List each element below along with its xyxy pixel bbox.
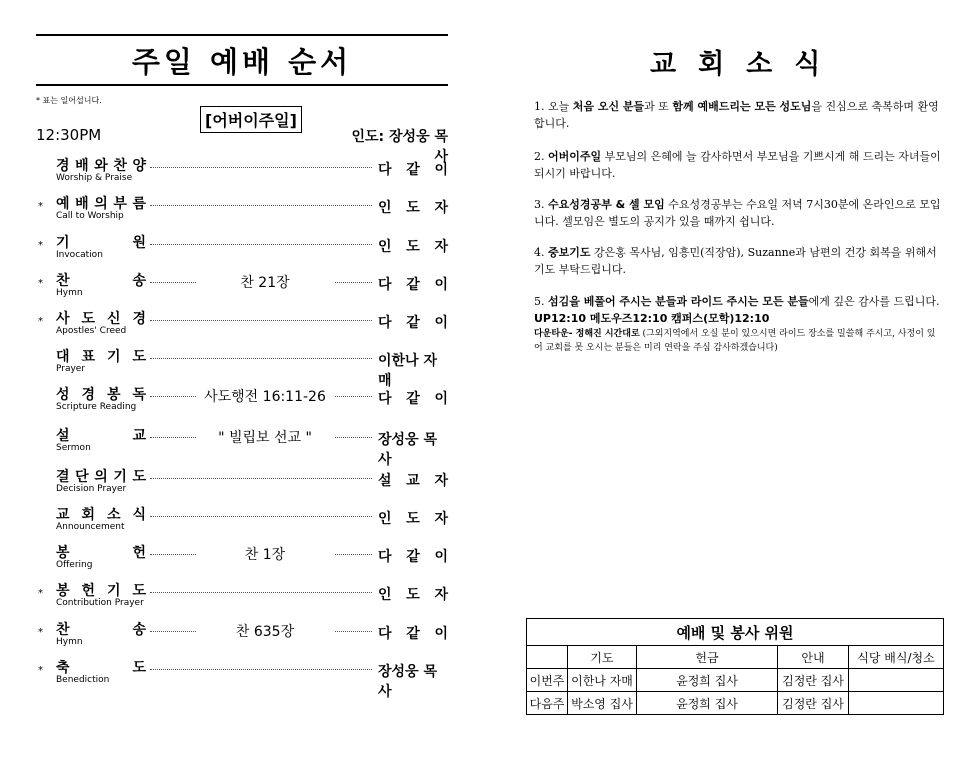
duty-cell: 윤정희 집사 (637, 692, 778, 715)
order-item-title: 기 원 (56, 235, 146, 251)
order-item-title: 축 도 (56, 660, 146, 676)
order-item-title: 예 배 의 부 름 (56, 196, 146, 212)
duty-header-row (527, 646, 944, 669)
order-item-english: Hymn (56, 637, 83, 647)
order-item-title: 대 표 기 도 (56, 349, 146, 365)
order-item-title: 교 회 소 식 (56, 507, 146, 523)
order-item-english: Decision Prayer (56, 484, 127, 494)
order-item (36, 504, 448, 538)
order-item-english: Call to Worship (56, 211, 124, 221)
order-item-english: Offering (56, 560, 93, 570)
order-item-person: 인 도 자 (378, 511, 448, 527)
order-item-title: 봉 헌 (56, 545, 146, 561)
order-item-person: 다 같 이 (378, 315, 448, 331)
news-item: 5. 섬김을 베풀어 주시는 분들과 라이드 주시는 모든 분들에게 깊은 감사를 드립니다. UP12:10 메도우즈12:10 캠퍼스(모학)12:10 다운타운- 정해진 시간대로 (그외지역에서 오실 분이 있으시면 라이드 장소를 밀쓸해 주시고, 사정이 있어 교회를 못 오시는 분들은 미리 연락을 주심 감사하겠습니다) (534, 295, 940, 353)
order-item-title: 경 배 와 찬 양 (56, 158, 146, 174)
standing-mark: * (38, 665, 43, 676)
order-item-english: Contribution Prayer (56, 598, 144, 608)
order-item-english: Worship & Praise (56, 173, 133, 183)
duty-header: 기도 (568, 646, 637, 669)
order-item-english: Scripture Reading (56, 402, 137, 412)
order-item (36, 308, 448, 342)
order-item-title: 찬 송 (56, 622, 146, 638)
order-item-detail: 찬 21장 (196, 272, 334, 292)
order-item-english: Sermon (56, 443, 91, 453)
order-item-person: 장성웅 목사 (378, 432, 437, 468)
standing-mark: * (38, 627, 43, 638)
news-item: 2. 어버이주일 부모님의 은혜에 늘 감사하면서 부모님을 기쁘시게 해 드리는 자녀들이 되시기 바랍니다. (534, 150, 941, 180)
duty-cell: 다음주 (527, 692, 568, 715)
order-item-person: 다 같 이 (378, 162, 448, 178)
order-item (36, 346, 448, 389)
duty-cell: 김정란 집사 (778, 669, 849, 692)
duty-cell: 윤정희 집사 (637, 669, 778, 692)
order-item-english: Apostles' Creed (56, 326, 127, 336)
order-item (36, 425, 448, 468)
order-item-english: Invocation (56, 250, 103, 260)
order-item-title: 찬 송 (56, 273, 146, 289)
order-item (36, 270, 448, 304)
church-news-title: 교회소식 (650, 49, 843, 80)
order-item (36, 193, 448, 227)
order-item-detail: " 빌립보 선교 " (196, 427, 334, 447)
standing-mark: * (38, 201, 43, 212)
duty-cell: 이한나 자매 (568, 669, 637, 692)
order-item (36, 657, 448, 700)
standing-mark: * (38, 316, 43, 327)
sunday-label: [어버이주일] (200, 106, 302, 133)
order-item-title: 결 단 의 기 도 (56, 469, 146, 485)
title-rule (36, 84, 448, 86)
news-item: 4. 중보기도 강은홍 목사님, 임흥민(직장암), Suzanne과 남편의 건강 회복을 위해서 기도 부탁드립니다. (534, 246, 937, 276)
order-item-person: 설 교 자 (378, 473, 448, 489)
order-item-person: 다 같 이 (378, 626, 448, 642)
standing-mark: * (38, 588, 43, 599)
order-item-person: 인 도 자 (378, 239, 448, 255)
duty-cell: 김정란 집사 (778, 692, 849, 715)
order-item (36, 466, 448, 500)
order-item-english: Benediction (56, 675, 110, 685)
order-item-english: Prayer (56, 364, 86, 374)
order-item (36, 542, 448, 576)
duty-row (527, 692, 944, 715)
duty-cell: 이번주 (527, 669, 568, 692)
standing-note: * 표는 일어섭니다. (36, 96, 102, 105)
order-item (36, 580, 448, 614)
order-item-person: 장성웅 목사 (378, 664, 437, 700)
order-item-english: Announcement (56, 522, 125, 532)
order-item-detail: 사도행전 16:11-26 (196, 386, 334, 406)
duty-cell: 박소영 집사 (568, 692, 637, 715)
duty-header (527, 646, 568, 669)
standing-mark: * (38, 278, 43, 289)
order-item-person: 다 같 이 (378, 391, 448, 407)
order-item-title: 봉 헌 기 도 (56, 583, 146, 599)
duty-header: 헌금 (637, 646, 778, 669)
duty-header: 안내 (778, 646, 849, 669)
order-item-english: Hymn (56, 288, 83, 298)
order-item-person: 다 같 이 (378, 549, 448, 565)
order-item (36, 619, 448, 653)
duty-cell (849, 669, 944, 692)
top-rule (36, 34, 448, 36)
order-item (36, 232, 448, 266)
order-item (36, 155, 448, 189)
order-item-person: 인 도 자 (378, 587, 448, 603)
standing-mark: * (38, 240, 43, 251)
duty-cell (849, 692, 944, 715)
duty-row (527, 669, 944, 692)
order-item-title: 사 도 신 경 (56, 311, 146, 327)
duty-header: 식당 배식/청소 (849, 646, 944, 669)
order-item-person: 이한나 자매 (378, 353, 437, 389)
duty-table (526, 618, 944, 715)
news-item: 3. 수요성경공부 & 셀 모임 수요성경공부는 수요일 저녁 7시30분에 온라인으로 모입니다. 셀모임은 별도의 공지가 있을 때까지 쉽니다. (534, 198, 941, 228)
order-item-title: 성 경 봉 독 (56, 387, 146, 403)
service-time: 12:30PM (36, 126, 102, 144)
duty-table-title: 예배 및 봉사 위원 (527, 619, 944, 646)
order-item-detail: 찬 1장 (196, 544, 334, 564)
order-item-person: 인 도 자 (378, 200, 448, 216)
order-item (36, 384, 448, 418)
service-leader: 인도: 장성웅 목사 (351, 129, 448, 165)
worship-order-title: 주일 예배 순서 (131, 45, 353, 79)
order-item-title: 설 교 (56, 428, 146, 444)
order-item-detail: 찬 635장 (196, 621, 334, 641)
order-item-person: 다 같 이 (378, 277, 448, 293)
news-item: 1. 오늘 처음 오신 분들과 또 함께 예배드리는 모든 성도님을 진심으로 축복하며 환영합니다. (534, 100, 939, 130)
